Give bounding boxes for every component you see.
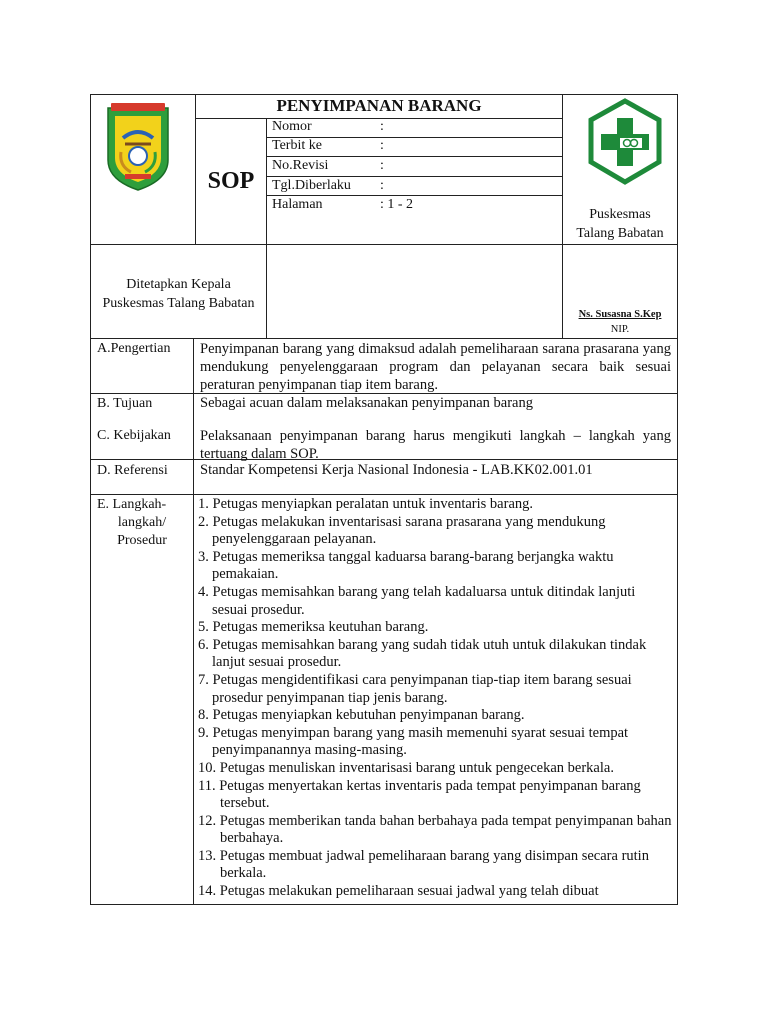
procedure-step: 4. Petugas memisahkan barang yang telah kadaluarsa untuk ditindak lanjuti sesuai prosedur. <box>198 583 636 618</box>
signer-name: Ns. Susasna S.Kep <box>578 309 662 320</box>
procedure-step: 12. Petugas memberikan tanda bahan berbahaya pada tempat penyimpanan bahan berbahaya. <box>198 812 672 847</box>
section-text-pengertian: Penyimpanan barang yang dimaksud adalah pemeliharaan sarana prasarana yang mendukung penyelenggaraan program dan pelayanan secara baik sesuai peraturan penyimpanan tiap item barang. <box>200 341 671 393</box>
section-label-langkah-2: langkah/ <box>117 515 167 530</box>
org-name-line1: Puskesmas <box>589 207 651 222</box>
procedure-step: 14. Petugas melakukan pemeliharaan sesuai jadwal yang telah dibuat <box>198 883 599 900</box>
procedure-step: 11. Petugas menyertakan kertas inventaris pada tempat penyimpanan barang tersebut. <box>198 777 641 812</box>
sop-label: SOP <box>207 168 255 194</box>
procedure-step: 7. Petugas mengidentifikasi cara penyimpanan tiap-tiap item barang sesuai prosedur penyimpanan tiap jenis barang. <box>198 671 632 706</box>
procedure-step: 10. Petugas menuliskan inventarisasi barang untuk pengecekan berkala. <box>198 759 614 776</box>
procedure-steps <box>194 496 674 901</box>
field-value-halaman: : 1 - 2 <box>380 197 414 212</box>
signer-nip: NIP. <box>610 324 630 335</box>
section-label-tujuan: B. Tujuan <box>97 396 153 411</box>
section-label-kebijakan: C. Kebijakan <box>97 428 171 443</box>
org-name-line2: Talang Babatan <box>576 226 664 241</box>
section-label-pengertian: A.Pengertian <box>97 341 171 356</box>
procedure-step: 5. Petugas memeriksa keutuhan barang. <box>198 619 429 636</box>
procedure-step: 8. Petugas menyiapkan kebutuhan penyimpanan barang. <box>198 707 525 724</box>
field-label-terbit: Terbit ke <box>272 138 322 153</box>
procedure-step: 3. Petugas memeriksa tanggal kaduarsa barang-barang berjangka waktu pemakaian. <box>198 548 614 583</box>
procedure-step: 2. Petugas melakukan inventarisasi sarana prasarana yang mendukung penyelenggaraan pelayanan. <box>198 513 606 548</box>
section-text-tujuan: Sebagai acuan dalam melaksanakan penyimpanan barang <box>200 395 533 411</box>
section-text-referensi: Standar Kompetensi Kerja Nasional Indonesia - LAB.KK02.001.01 <box>200 462 593 478</box>
section-label-langkah-3: Prosedur <box>117 533 167 548</box>
field-label-revisi: No.Revisi <box>272 158 329 173</box>
section-label-langkah-1: E. Langkah- <box>97 497 167 512</box>
procedure-step: 1. Petugas menyiapkan peralatan untuk inventaris barang. <box>198 496 534 512</box>
procedure-step: 9. Petugas menyimpan barang yang masih memenuhi syarat sesuai tempat penyimpanannya masing-masing. <box>198 724 629 759</box>
field-value-tgl: : <box>380 178 384 193</box>
field-label-tgl: Tgl.Diberlaku <box>272 178 351 193</box>
field-value-terbit: : <box>380 138 384 153</box>
section-label-referensi: D. Referensi <box>97 463 168 478</box>
section-text-kebijakan: Pelaksanaan penyimpanan barang harus mengikuti langkah – langkah yang tertuang dalam SOP. <box>200 428 671 462</box>
kabupaten-logo <box>103 100 173 192</box>
procedure-step: 6. Petugas memisahkan barang yang sudah tidak utuh untuk dilakukan tindak lanjut sesuai prosedur. <box>198 636 647 671</box>
field-value-nomor: : <box>380 119 384 134</box>
procedure-step: 13. Petugas membuat jadwal pemeliharaan barang yang disimpan secara rutin berkala. <box>198 847 649 882</box>
approval-line1: Ditetapkan Kepala <box>126 277 231 292</box>
approval-line2: Puskesmas Talang Babatan <box>102 296 255 311</box>
document-title: PENYIMPANAN BARANG <box>276 96 482 115</box>
field-label-halaman: Halaman <box>272 197 323 212</box>
field-value-revisi: : <box>380 158 384 173</box>
field-label-nomor: Nomor <box>272 119 312 134</box>
puskesmas-logo <box>586 98 664 186</box>
